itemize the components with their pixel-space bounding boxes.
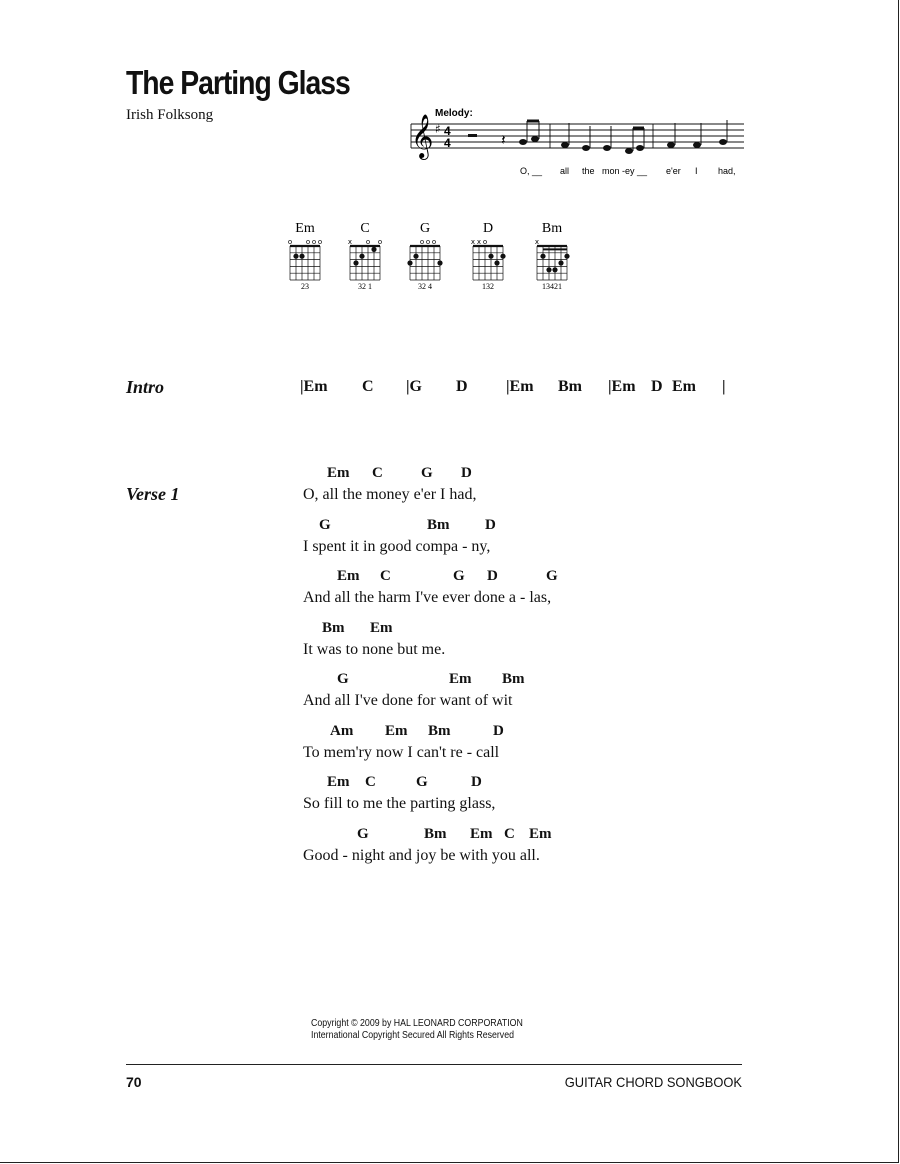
chord: Em [337, 568, 360, 584]
chord-row [303, 517, 763, 537]
chord: Bm [502, 671, 525, 687]
melody-staff [408, 103, 748, 183]
chord: G [546, 568, 558, 584]
note [561, 142, 569, 148]
chord-diagram-g [407, 221, 442, 291]
verse1-block [303, 465, 763, 877]
fingering-label: 132 [482, 282, 494, 291]
note [719, 139, 727, 145]
verse-line [303, 517, 763, 569]
finger-dot [299, 254, 304, 259]
intro-chord: D [456, 378, 468, 395]
chord: D [485, 516, 496, 533]
fingering-label: 13421 [542, 282, 562, 291]
intro-chord: |Em [608, 378, 636, 395]
string-marker: o [317, 238, 323, 246]
chord-row [303, 826, 763, 846]
rights-line: International Copyright Secured All Rights Reserved [311, 1030, 515, 1041]
chord: Bm [427, 516, 450, 533]
song-title: The Parting Glass [126, 64, 350, 101]
chord: Em [385, 722, 408, 739]
lyric-line: And all the harm I've ever done a - las, [303, 589, 552, 606]
note [603, 145, 611, 151]
finger-dot [546, 267, 551, 272]
finger-dot [407, 260, 412, 265]
lyric-line: So fill to me the parting glass, [303, 795, 496, 812]
chord: Am [330, 722, 354, 739]
string-marker: o [425, 238, 431, 246]
chord-row [303, 671, 763, 691]
string-marker: o [431, 238, 437, 246]
chord: G [421, 465, 433, 481]
note [531, 136, 539, 142]
fingering-label: 32 4 [418, 282, 432, 291]
chord: Em [327, 465, 350, 481]
finger-dot [500, 254, 505, 259]
intro-chord: Em [672, 378, 696, 395]
chord-diagrams [276, 218, 596, 298]
lyric-line: I spent it in good compa - ny, [303, 537, 491, 555]
chord-row [303, 774, 763, 794]
note [636, 145, 644, 151]
string-marker: o [377, 238, 383, 246]
verse-line [303, 671, 763, 723]
chord: C [380, 568, 391, 584]
string-marker: o [311, 238, 317, 246]
intro-chord: |Em [506, 378, 534, 395]
chord: Em [327, 774, 350, 790]
lyric-line: Good - night and joy be with you all. [303, 846, 540, 864]
verse-line [303, 826, 763, 878]
fingering-label: 23 [301, 282, 309, 291]
note [693, 142, 701, 148]
melody-syllable: mon - [602, 166, 626, 176]
page-number: 70 [126, 1074, 142, 1090]
verse-line [303, 465, 763, 517]
melody-label: Melody: [435, 108, 473, 119]
chord: D [471, 774, 482, 790]
melody-syllable: I [695, 166, 698, 176]
finger-dot [437, 260, 442, 265]
chord-diagram-em [288, 221, 322, 291]
chord-diagram-name: Em [295, 221, 315, 236]
finger-dot [293, 254, 298, 259]
chord: C [372, 465, 383, 481]
verse-line [303, 723, 763, 775]
chord: G [319, 516, 331, 533]
book-title: GUITAR CHORD SONGBOOK [564, 1074, 742, 1090]
string-marker: o [419, 238, 425, 246]
verse1-label: Verse 1 [126, 484, 180, 504]
melody-syllable: the [582, 166, 595, 176]
string-marker: o [482, 238, 488, 246]
chord: G [337, 671, 349, 687]
note [582, 145, 590, 151]
lyric-line: To mem'ry now I can't re - call [303, 743, 500, 761]
chord: D [461, 465, 472, 481]
melody-syllable: O, __ [520, 166, 543, 176]
note [625, 148, 633, 154]
finger-dot [359, 254, 364, 259]
intro-chord: Bm [558, 378, 582, 395]
verse-line [303, 568, 763, 620]
finger-dot [371, 247, 376, 252]
quarter-rest: 𝄽 [501, 131, 506, 149]
chord-row [303, 620, 763, 640]
song-composer: Irish Folksong [126, 107, 214, 123]
chord: C [365, 774, 376, 790]
finger-dot [558, 260, 563, 265]
copyright-line: Copyright © 2009 by HAL LEONARD CORPORATION [311, 1018, 523, 1029]
treble-clef-icon: 𝄞 [411, 114, 434, 158]
verse-line [303, 620, 763, 672]
chord: G [416, 774, 428, 790]
chord: Em [449, 671, 472, 687]
footer-rule [126, 1064, 742, 1065]
chord: Bm [424, 825, 447, 842]
chord-diagram-name: C [360, 221, 370, 236]
melody-syllable: e'er [666, 166, 681, 176]
lyric-line: And all I've done for want of wit [303, 692, 513, 709]
string-marker: o [365, 238, 371, 246]
lyric-line: O, all the money e'er I had, [303, 486, 477, 503]
fingering-label: 32 1 [358, 282, 372, 291]
chord: D [493, 722, 504, 739]
finger-dot [540, 254, 545, 259]
finger-dot [494, 260, 499, 265]
chord: Em [529, 825, 552, 842]
time-signature-top: 4 [444, 124, 451, 138]
chord: D [487, 568, 498, 584]
intro-chord: |G [406, 378, 422, 395]
finger-dot [552, 267, 557, 272]
chord-diagram-name: D [482, 221, 494, 236]
string-marker: x [534, 238, 540, 246]
chord: C [504, 825, 515, 842]
chord: G [357, 825, 369, 842]
melody-syllable: had, [718, 166, 736, 176]
string-marker: x [476, 238, 482, 246]
string-marker: x [470, 238, 476, 246]
chord-diagram-name: Bm [541, 221, 563, 236]
finger-dot [564, 254, 569, 259]
chord-row [303, 465, 763, 485]
finger-dot [488, 254, 493, 259]
string-marker: o [287, 238, 293, 246]
chord-diagram-bm [535, 221, 570, 291]
time-signature-bottom: 4 [444, 136, 451, 150]
note [519, 139, 527, 145]
verse-line [303, 774, 763, 826]
intro-chord: |Em [300, 378, 328, 395]
chord-diagram-c [348, 221, 382, 291]
chord: Bm [428, 722, 451, 739]
chord: Em [470, 825, 493, 842]
chord-diagram-name: G [419, 221, 431, 236]
finger-dot [413, 254, 418, 259]
note [667, 142, 675, 148]
chord-row [303, 568, 763, 588]
chord: Bm [322, 619, 345, 636]
melody-syllable: all [560, 166, 570, 176]
chord: Em [370, 619, 393, 636]
lyric-line: It was to none but me. [303, 640, 446, 658]
chord: G [453, 568, 465, 584]
intro-label: Intro [126, 377, 165, 397]
string-marker: x [347, 238, 353, 246]
intro-bar-end: | [722, 378, 726, 395]
chord-diagram-d [471, 221, 506, 291]
half-rest [468, 134, 477, 137]
copyright-notice [311, 1018, 523, 1042]
string-marker: o [305, 238, 311, 246]
key-sharp-icon: ♯ [435, 122, 441, 136]
intro-chord: C [362, 378, 374, 395]
intro-chord: D [651, 378, 663, 395]
chord-row [303, 723, 763, 743]
finger-dot [353, 260, 358, 265]
melody-syllable: ey __ [625, 166, 648, 176]
